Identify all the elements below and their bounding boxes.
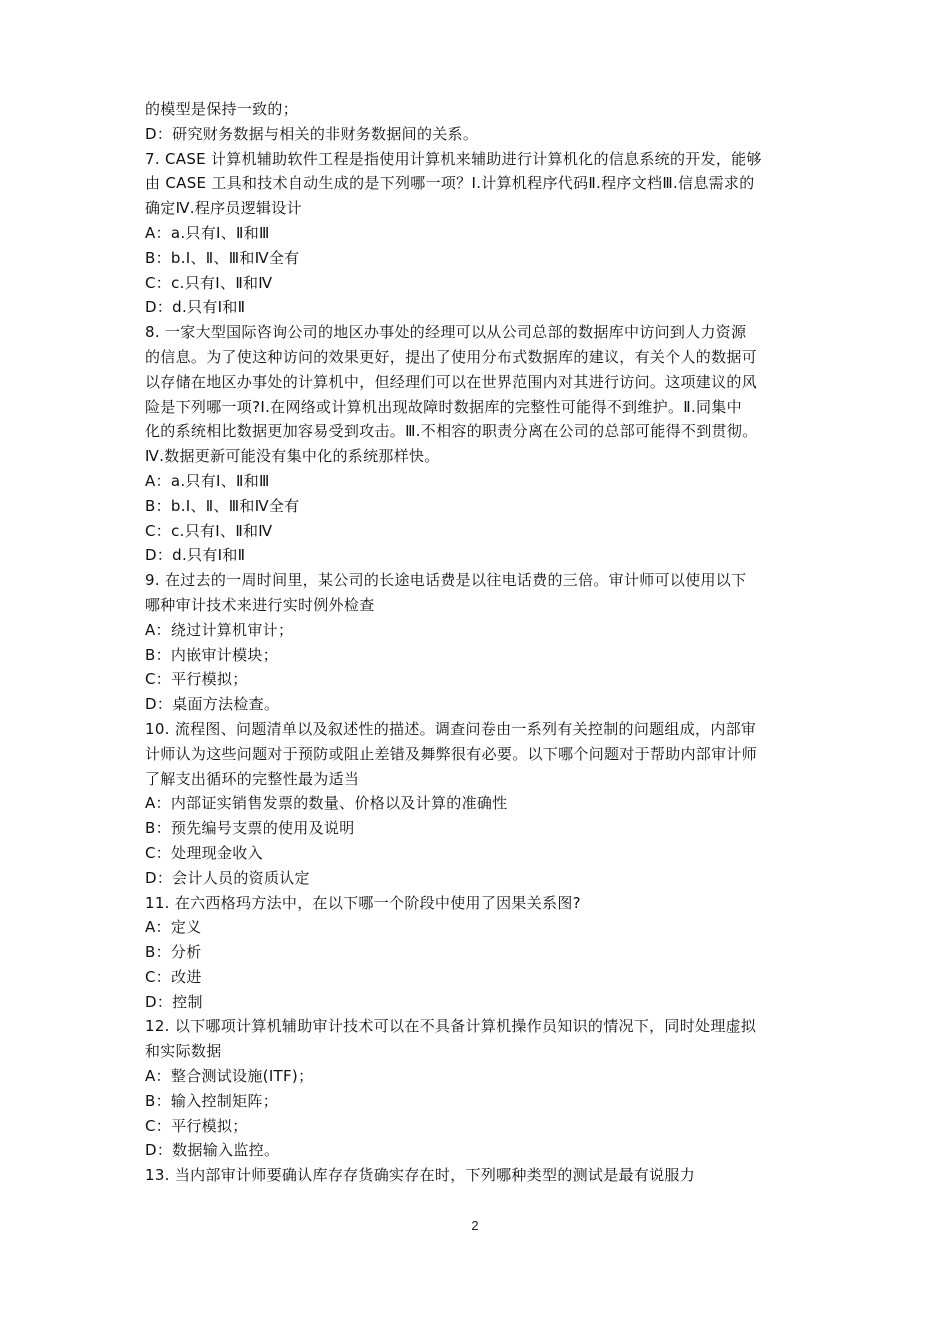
- text-line: 9. 在过去的一周时间里，某公司的长途电话费是以往电话费的三倍。审计师可以使用以下: [145, 571, 747, 590]
- text-line: A：定义: [145, 918, 202, 937]
- text-line: C：平行模拟；: [145, 670, 248, 689]
- text-line: 险是下列哪一项?Ⅰ.在网络或计算机出现故障时数据库的完整性可能得不到维护。Ⅱ.同集中: [145, 397, 742, 416]
- text-line: 13. 当内部审计师要确认库存存货确实存在时，下列哪种类型的测试是最有说服力: [145, 1166, 696, 1185]
- text-line: B：b.Ⅰ、Ⅱ、Ⅲ和Ⅳ全有: [145, 496, 300, 515]
- text-line: 确定Ⅳ.程序员逻辑设计: [145, 199, 302, 218]
- text-line: 哪种审计技术来进行实时例外检查: [145, 595, 375, 614]
- text-line: D：会计人员的资质认定: [145, 868, 310, 887]
- text-line: Ⅳ.数据更新可能没有集中化的系统那样快。: [145, 447, 440, 466]
- text-line: D：控制: [145, 992, 203, 1011]
- text-line: D：d.只有Ⅰ和Ⅱ: [145, 546, 246, 565]
- text-line: 以存储在地区办事处的计算机中，但经理们可以在世界范围内对其进行访问。这项建议的风: [145, 372, 758, 391]
- text-line: A：整合测试设施(ITF)；: [145, 1067, 314, 1086]
- text-line: C：改进: [145, 967, 202, 986]
- text-line: 的模型是保持一致的；: [145, 100, 299, 118]
- text-line: 12. 以下哪项计算机辅助审计技术可以在不具备计算机操作员知识的情况下，同时处理虚拟: [145, 1017, 757, 1036]
- text-line: A：内部证实销售发票的数量、价格以及计算的准确性: [145, 794, 508, 813]
- text-line: 10. 流程图、问题清单以及叙述性的描述。调查问卷由一系列有关控制的问题组成，内部审: [145, 719, 757, 738]
- text-line: B：输入控制矩阵；: [145, 1091, 278, 1110]
- text-line: D：数据输入监控。: [145, 1141, 280, 1160]
- text-line: 和实际数据: [145, 1042, 222, 1061]
- text-line: 化的系统相比数据更加容易受到攻击。Ⅲ.不相容的职责分离在公司的总部可能得不到贯彻。: [145, 422, 758, 441]
- text-line: B：分析: [145, 943, 202, 962]
- text-line: 了解支出循环的完整性最为适当: [145, 769, 360, 788]
- text-line: 由 CASE 工具和技术自动生成的是下列哪一项？Ⅰ.计算机程序代码Ⅱ.程序文档Ⅲ.信息需求的: [145, 174, 755, 193]
- text-line: 7. CASE 计算机辅助软件工程是指使用计算机来辅助进行计算机化的信息系统的开发，能够: [145, 149, 762, 168]
- text-line: B：b.Ⅰ、Ⅱ、Ⅲ和Ⅳ全有: [145, 248, 300, 267]
- text-line: D：研究财务数据与相关的非财务数据间的关系。: [145, 124, 479, 143]
- text-line: A：a.只有Ⅰ、Ⅱ和Ⅲ: [145, 471, 270, 490]
- text-line: C：c.只有Ⅰ、Ⅱ和Ⅳ: [145, 521, 273, 540]
- text-line: C：c.只有Ⅰ、Ⅱ和Ⅳ: [145, 273, 273, 292]
- document-body: [145, 97, 810, 1188]
- text-line: 11. 在六西格玛方法中，在以下哪一个阶段中使用了因果关系图?: [145, 893, 581, 912]
- text-line: D：d.只有Ⅰ和Ⅱ: [145, 298, 246, 317]
- text-line: B：预先编号支票的使用及说明: [145, 819, 355, 838]
- text-line: 的信息。为了使这种访问的效果更好，提出了使用分布式数据库的建议，有关个人的数据可: [145, 347, 758, 366]
- text-line: C：平行模拟；: [145, 1116, 248, 1135]
- text-line: A：绕过计算机审计；: [145, 620, 294, 639]
- page-number: 2: [471, 1218, 479, 1233]
- text-line: D：桌面方法检查。: [145, 695, 280, 714]
- text-line: C：处理现金收入: [145, 843, 263, 862]
- text-line: 8. 一家大型国际咨询公司的地区办事处的经理可以从公司总部的数据库中访问到人力资源: [145, 323, 747, 342]
- text-line: A：a.只有Ⅰ、Ⅱ和Ⅲ: [145, 223, 270, 242]
- text-line: 计师认为这些问题对于预防或阻止差错及舞弊很有必要。以下哪个问题对于帮助内部审计师: [145, 744, 758, 763]
- text-line: B：内嵌审计模块；: [145, 645, 278, 664]
